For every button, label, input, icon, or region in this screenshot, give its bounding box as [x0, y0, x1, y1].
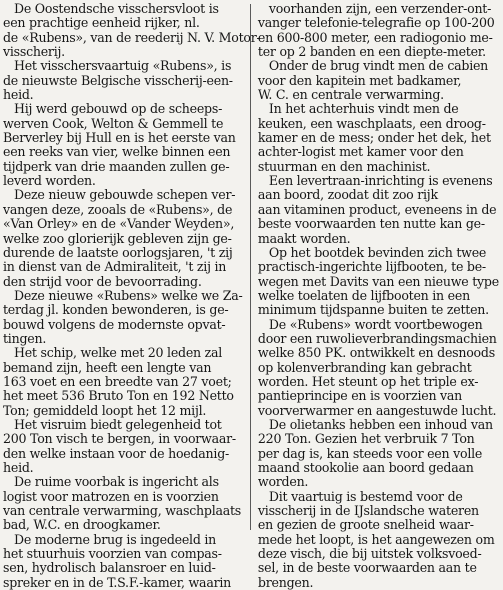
text-line: een reeks van vier, welke binnen een: [3, 144, 231, 160]
text-line: De olietanks hebben een inhoud van: [268, 416, 493, 432]
text-line: aan boord, zoodat dit zoo rijk: [257, 187, 438, 203]
text-line: van centrale verwarming, waschplaats: [3, 503, 242, 519]
text-line: worden.: [257, 474, 309, 490]
paragraph: [258, 174, 500, 246]
text-line: Dit vaartuig is bestemd voor de: [268, 488, 463, 504]
text-line: in dienst van de Admiraliteit, 't zij in: [3, 259, 227, 275]
text-line: Het visschersvaartuig «Rubens», is: [14, 58, 232, 74]
text-line: vangen deze, zooals de «Rubens», de: [3, 201, 233, 217]
text-line: op kolenverbranding kan gebracht: [257, 359, 472, 375]
text-line: In het achterhuis vindt men de: [268, 101, 459, 117]
text-line: 163 voet en een breedte van 27 voet;: [3, 373, 232, 389]
text-line: aan vitaminen product, eveneens in de: [257, 201, 497, 217]
text-line: De ruime voorbak is ingericht als: [14, 474, 219, 490]
paragraph: [3, 289, 247, 346]
text-line: kamer en de mess; onder het dek, het: [257, 130, 491, 146]
paragraph: [258, 246, 500, 318]
text-line: sen, hydrolisch balansroer en luid-: [3, 560, 216, 576]
text-line: vanger telefonie-telegrafie op 100-200: [257, 15, 495, 31]
text-line: stuurman en den machinist.: [257, 158, 431, 174]
text-line: W. C. en centrale verwarming.: [257, 87, 444, 103]
paragraph: [3, 59, 247, 102]
paragraph: [3, 188, 247, 288]
paragraph: [258, 418, 500, 490]
text-line: terdag jl. konden bewonderen, is ge-: [3, 302, 229, 318]
text-line: durende de laatste oorlogsjaren, 't zij: [3, 244, 233, 260]
text-line: keuken, een waschplaats, een droog-: [257, 115, 486, 131]
text-line: sel, in de beste voorwaarden aan te: [257, 560, 477, 576]
column-divider: [250, 4, 251, 530]
left-column: [3, 1, 261, 590]
text-line: heid.: [3, 460, 34, 475]
text-line: Deze nieuwe «Rubens» welke we Za-: [14, 287, 243, 303]
text-line: worden. Het steunt op het triple ex-: [257, 373, 479, 389]
text-line: deze visch, die bij uitstek volksvoed-: [257, 546, 482, 562]
text-line: spreker en in de T.S.F.-kamer, waarin: [3, 574, 231, 590]
paragraph: [3, 533, 247, 590]
text-line: De moderne brug is ingedeeld in: [14, 531, 217, 547]
paragraph: [3, 1, 261, 60]
paragraph: [258, 102, 500, 174]
text-line: voorhanden zijn, een verzender-ont-: [268, 1, 492, 16]
text-line: Hij werd gebouwd op de scheeps-: [14, 101, 223, 117]
text-line: heid.: [3, 87, 34, 103]
text-line: het stuurhuis voorzien van compas-: [3, 546, 222, 562]
text-line: het meet 536 Bruto Ton en 192 Netto: [3, 388, 234, 404]
text-line: den strijd voor de bevoorrading.: [3, 273, 202, 289]
paragraph: [258, 59, 500, 102]
text-line: leverd worden.: [3, 173, 96, 189]
text-line: bemand zijn, heeft een lengte van: [3, 359, 212, 375]
text-line: Het schip, welke met 20 leden zal: [14, 345, 223, 361]
text-line: maakt worden.: [257, 230, 351, 246]
text-line: welke zoo glorierijk gebleven zijn ge-: [3, 230, 232, 246]
text-line: achter-logist met kamer voor den: [257, 144, 464, 160]
text-line: De «Rubens» wordt voortbewogen: [268, 316, 483, 332]
text-line: bouwd volgens de modernste opvat-: [3, 316, 226, 332]
text-line: mede het loopt, is het aangewezen om: [257, 531, 495, 547]
text-line: wegen met Davits van een nieuwe type: [257, 273, 499, 289]
text-line: practisch-ingerichte lijfbooten, te be-: [257, 259, 486, 275]
paragraph: [3, 475, 247, 532]
paragraph: [3, 418, 247, 475]
text-line: en 600-800 meter, een radiogonio me-: [257, 29, 493, 45]
text-line: den welke instaan voor de hoedanig-: [3, 445, 230, 461]
text-line: 220 Ton. Gezien het verbruik 7 Ton: [257, 431, 475, 447]
text-line: Onder de brug vindt men de cabien: [268, 58, 489, 74]
text-line: de nieuwste Belgische visscherij-een-: [3, 72, 233, 88]
text-line: Berverley bij Hull en is het eerste van: [3, 130, 236, 146]
text-line: 200 Ton visch te bergen, in voorwaar-: [3, 431, 236, 447]
text-line: beste voorwaarden ten nutte kan ge-: [257, 216, 485, 232]
text-line: Een levertraan-inrichting is evenens: [268, 173, 493, 189]
text-line: per dag is, kan steeds voor een volle: [257, 445, 483, 461]
text-line: De Oostendsche visschersvloot is: [14, 1, 219, 16]
text-line: de «Rubens», van de reederij N. V. Motor-: [3, 29, 261, 45]
paragraph: [258, 490, 500, 590]
text-line: en gezien de groote snelheid waar-: [257, 517, 474, 533]
text-line: een prachtige eenheid rijker, nl.: [3, 15, 200, 31]
paragraph: [3, 346, 247, 418]
paragraph: [258, 318, 500, 418]
text-line: door een ruwolieverbrandingsmachien: [257, 330, 497, 346]
text-line: tijdperk van drie maanden zullen ge-: [3, 158, 230, 174]
right-column: [257, 1, 500, 590]
text-line: voor den kapitein met badkamer,: [257, 72, 462, 88]
text-line: «Van Orley» en de «Vander Weyden»,: [3, 216, 235, 232]
text-line: werven Cook, Welton & Gemmell te: [3, 115, 224, 131]
text-line: ter op 2 banden en een diepte-meter.: [257, 44, 486, 60]
text-line: logist voor matrozen en is voorzien: [3, 488, 219, 504]
text-line: Ton; gemiddeld loopt het 12 mijl.: [3, 402, 207, 418]
text-line: bad, W.C. en droogkamer.: [3, 517, 161, 533]
text-line: visscherij in de IJslandsche wateren: [257, 503, 479, 519]
text-line: minimum tijdspanne buiten te zetten.: [257, 302, 489, 318]
text-line: welke 850 PK. ontwikkelt en desnoods: [257, 345, 495, 361]
text-line: voorverwarmer en aangestuwde lucht.: [257, 402, 497, 418]
text-line: maand stookolie aan boord gedaan: [257, 460, 474, 475]
text-line: Deze nieuw gebouwde schepen ver-: [14, 187, 236, 203]
text-line: Het visruim biedt gelegenheid tot: [14, 416, 222, 432]
text-line: visscherij.: [3, 44, 65, 60]
text-line: tingen.: [3, 330, 47, 346]
text-line: Op het bootdek bevinden zich twee: [268, 244, 487, 260]
text-line: welke toelaten de lijfbooten in een: [257, 287, 470, 303]
text-line: brengen.: [257, 574, 314, 590]
paragraph: [3, 102, 247, 188]
paragraph: [258, 2, 500, 59]
text-line: pantieprincipe en is voorzien van: [257, 388, 463, 404]
